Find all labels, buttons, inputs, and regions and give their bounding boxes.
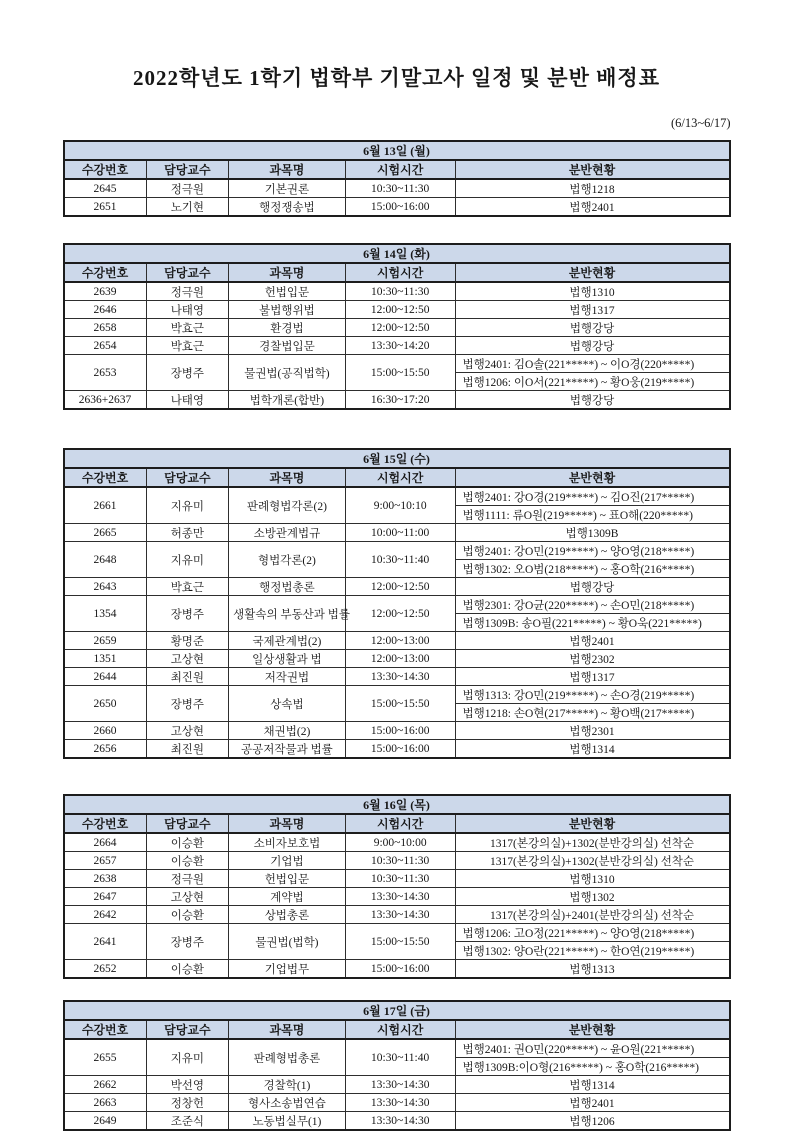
professor-cell: 조준식 xyxy=(146,1112,229,1131)
course-number-cell: 2650 xyxy=(64,686,147,722)
subject-cell: 기본권론 xyxy=(229,179,346,198)
sections-cell: 법행1310 xyxy=(455,282,729,301)
subject-cell: 소비자보호법 xyxy=(229,833,346,852)
exam-day-table-4 xyxy=(63,794,731,979)
professor-cell: 박선영 xyxy=(146,1076,229,1094)
professor-cell: 최진원 xyxy=(146,668,229,686)
sections-cell: 법행강당 xyxy=(455,578,729,596)
column-header-4: 시험시간 xyxy=(345,814,455,833)
exam-time-cell: 13:30~14:30 xyxy=(345,906,455,924)
exam-day-table-5 xyxy=(63,1000,731,1131)
course-number-cell: 2665 xyxy=(64,524,147,542)
professor-cell: 허종만 xyxy=(146,524,229,542)
subject-cell: 국제관계법(2) xyxy=(229,632,346,650)
sections-cell: 법행1206 xyxy=(455,1112,729,1131)
exam-time-cell: 15:00~15:50 xyxy=(345,355,455,391)
sections-cell: 법행강당 xyxy=(455,391,729,410)
professor-cell: 최진원 xyxy=(146,740,229,759)
column-header-3: 과목명 xyxy=(229,1020,346,1039)
column-header-row xyxy=(64,1020,730,1039)
table-row xyxy=(64,906,730,924)
table-row xyxy=(64,686,730,704)
subject-cell: 생활속의 부동산과 법률 xyxy=(229,596,346,632)
exam-time-cell: 15:00~15:50 xyxy=(345,924,455,960)
date-range-label: (6/13~6/17) xyxy=(670,116,731,130)
subject-cell: 상법총론 xyxy=(229,906,346,924)
sections-cell: 법행1206: 고O정(221*****) ~ 양O영(218*****) xyxy=(455,924,729,942)
course-number-cell: 2639 xyxy=(64,282,147,301)
exam-time-cell: 13:30~14:30 xyxy=(345,1094,455,1112)
day-title-cell: 6월 13일 (월) xyxy=(64,141,730,160)
exam-time-cell: 10:00~11:00 xyxy=(345,524,455,542)
column-header-1: 수강번호 xyxy=(64,263,147,282)
exam-time-cell: 15:00~16:00 xyxy=(345,722,455,740)
table-row xyxy=(64,578,730,596)
column-header-5: 분반현황 xyxy=(455,814,729,833)
course-number-cell: 2657 xyxy=(64,852,147,870)
professor-cell: 정극원 xyxy=(146,870,229,888)
course-number-cell: 2664 xyxy=(64,833,147,852)
subject-cell: 기업법무 xyxy=(229,960,346,979)
professor-cell: 박효근 xyxy=(146,578,229,596)
course-number-cell: 2648 xyxy=(64,542,147,578)
professor-cell: 이승환 xyxy=(146,833,229,852)
course-number-cell: 2638 xyxy=(64,870,147,888)
exam-time-cell: 13:30~14:30 xyxy=(345,1112,455,1131)
professor-cell: 이승환 xyxy=(146,852,229,870)
exam-time-cell: 13:30~14:30 xyxy=(345,888,455,906)
table-row xyxy=(64,282,730,301)
exam-time-cell: 10:30~11:40 xyxy=(345,542,455,578)
professor-cell: 이승환 xyxy=(146,960,229,979)
table-row xyxy=(64,542,730,560)
course-number-cell: 2655 xyxy=(64,1039,147,1076)
sections-cell: 1317(본강의실)+1302(분반강의실) 선착순 xyxy=(455,852,729,870)
subject-cell: 물권법(법학) xyxy=(229,924,346,960)
sections-cell: 법행1310 xyxy=(455,870,729,888)
column-header-5: 분반현황 xyxy=(455,1020,729,1039)
exam-time-cell: 10:30~11:30 xyxy=(345,870,455,888)
professor-cell: 장병주 xyxy=(146,924,229,960)
sections-cell: 법행1317 xyxy=(455,668,729,686)
table-row xyxy=(64,833,730,852)
course-number-cell: 2651 xyxy=(64,198,147,217)
course-number-cell: 2645 xyxy=(64,179,147,198)
day-title-cell: 6월 14일 (화) xyxy=(64,244,730,263)
course-number-cell: 2652 xyxy=(64,960,147,979)
professor-cell: 나태영 xyxy=(146,301,229,319)
sections-cell: 법행1206: 이O서(221*****) ~ 황O웅(219*****) xyxy=(455,373,729,391)
course-number-cell: 2662 xyxy=(64,1076,147,1094)
column-header-1: 수강번호 xyxy=(64,160,147,179)
course-number-cell: 1351 xyxy=(64,650,147,668)
table-row xyxy=(64,852,730,870)
sections-cell: 법행2302 xyxy=(455,650,729,668)
subject-cell: 기업법 xyxy=(229,852,346,870)
subject-cell: 헌법입문 xyxy=(229,282,346,301)
sections-cell: 법행2301 xyxy=(455,722,729,740)
exam-time-cell: 10:30~11:40 xyxy=(345,1039,455,1076)
exam-day-table-3 xyxy=(63,448,731,759)
professor-cell: 정극원 xyxy=(146,179,229,198)
subject-cell: 판례형법각론(2) xyxy=(229,487,346,524)
subject-cell: 일상생활과 법 xyxy=(229,650,346,668)
course-number-cell: 2654 xyxy=(64,337,147,355)
sections-cell: 1317(본강의실)+2401(분반강의실) 선착순 xyxy=(455,906,729,924)
course-number-cell: 2643 xyxy=(64,578,147,596)
column-header-row xyxy=(64,263,730,282)
sections-cell: 법행2401 xyxy=(455,198,729,217)
professor-cell: 지유미 xyxy=(146,487,229,524)
subject-cell: 법학개론(합반) xyxy=(229,391,346,410)
column-header-row xyxy=(64,160,730,179)
course-number-cell: 2636+2637 xyxy=(64,391,147,410)
subject-cell: 상속법 xyxy=(229,686,346,722)
professor-cell: 정창헌 xyxy=(146,1094,229,1112)
course-number-cell: 2646 xyxy=(64,301,147,319)
subject-cell: 행정쟁송법 xyxy=(229,198,346,217)
subject-cell: 계약법 xyxy=(229,888,346,906)
sections-cell: 법행1218: 손O현(217*****) ~ 황O백(217*****) xyxy=(455,704,729,722)
sections-cell: 법행2401 xyxy=(455,1094,729,1112)
professor-cell: 장병주 xyxy=(146,355,229,391)
exam-time-cell: 12:00~12:50 xyxy=(345,319,455,337)
table-row xyxy=(64,924,730,942)
sections-cell: 법행1313: 강O민(219*****) ~ 손O경(219*****) xyxy=(455,686,729,704)
exam-time-cell: 10:30~11:30 xyxy=(345,852,455,870)
column-header-2: 담당교수 xyxy=(146,468,229,487)
sections-cell: 법행1302: 오O범(218*****) ~ 홍O학(216*****) xyxy=(455,560,729,578)
exam-time-cell: 9:00~10:00 xyxy=(345,833,455,852)
page-title: 2022학년도 1학기 법학부 기말고사 일정 및 분반 배정표 xyxy=(133,66,660,90)
course-number-cell: 2660 xyxy=(64,722,147,740)
exam-time-cell: 10:30~11:30 xyxy=(345,282,455,301)
subject-cell: 불법행위법 xyxy=(229,301,346,319)
subject-cell: 경찰학(1) xyxy=(229,1076,346,1094)
professor-cell: 박효근 xyxy=(146,337,229,355)
professor-cell: 나태영 xyxy=(146,391,229,410)
sections-cell: 법행강당 xyxy=(455,337,729,355)
day-row xyxy=(64,795,730,814)
professor-cell: 박효근 xyxy=(146,319,229,337)
course-number-cell: 2656 xyxy=(64,740,147,759)
professor-cell: 지유미 xyxy=(146,1039,229,1076)
course-number-cell: 2642 xyxy=(64,906,147,924)
subject-cell: 헌법입문 xyxy=(229,870,346,888)
column-header-4: 시험시간 xyxy=(345,160,455,179)
exam-day-table-2 xyxy=(63,243,731,410)
sections-cell: 법행1314 xyxy=(455,740,729,759)
subject-cell: 행정법총론 xyxy=(229,578,346,596)
column-header-2: 담당교수 xyxy=(146,263,229,282)
professor-cell: 장병주 xyxy=(146,596,229,632)
table-row xyxy=(64,870,730,888)
professor-cell: 황명준 xyxy=(146,632,229,650)
sections-cell: 법행1309B xyxy=(455,524,729,542)
professor-cell: 고상현 xyxy=(146,650,229,668)
subject-cell: 환경법 xyxy=(229,319,346,337)
table-row xyxy=(64,179,730,198)
exam-time-cell: 12:00~12:50 xyxy=(345,596,455,632)
day-row xyxy=(64,141,730,160)
course-number-cell: 2658 xyxy=(64,319,147,337)
table-row xyxy=(64,337,730,355)
subject-cell: 형법각론(2) xyxy=(229,542,346,578)
sections-cell: 법행2401: 강O경(219*****) ~ 김O진(217*****) xyxy=(455,487,729,506)
column-header-3: 과목명 xyxy=(229,263,346,282)
column-header-5: 분반현황 xyxy=(455,468,729,487)
table-row xyxy=(64,1076,730,1094)
exam-time-cell: 12:00~12:50 xyxy=(345,578,455,596)
course-number-cell: 2663 xyxy=(64,1094,147,1112)
course-number-cell: 2641 xyxy=(64,924,147,960)
subject-cell: 저작권법 xyxy=(229,668,346,686)
column-header-1: 수강번호 xyxy=(64,1020,147,1039)
table-row xyxy=(64,487,730,506)
column-header-row xyxy=(64,468,730,487)
column-header-row xyxy=(64,814,730,833)
table-row xyxy=(64,319,730,337)
table-row xyxy=(64,1039,730,1058)
exam-time-cell: 12:00~13:00 xyxy=(345,650,455,668)
column-header-4: 시험시간 xyxy=(345,263,455,282)
table-row xyxy=(64,198,730,217)
exam-time-cell: 13:30~14:30 xyxy=(345,1076,455,1094)
column-header-1: 수강번호 xyxy=(64,814,147,833)
sections-cell: 법행2401: 권O민(220*****) ~ 윤O원(221*****) xyxy=(455,1039,729,1058)
subject-cell: 경찰법입문 xyxy=(229,337,346,355)
exam-time-cell: 9:00~10:10 xyxy=(345,487,455,524)
table-row xyxy=(64,596,730,614)
sections-cell: 1317(본강의실)+1302(분반강의실) 선착순 xyxy=(455,833,729,852)
sections-cell: 법행2401: 강O민(219*****) ~ 양O영(218*****) xyxy=(455,542,729,560)
column-header-3: 과목명 xyxy=(229,814,346,833)
subject-cell: 형사소송법연습 xyxy=(229,1094,346,1112)
sections-cell: 법행1302: 양O란(221*****) ~ 한O연(219*****) xyxy=(455,942,729,960)
column-header-4: 시험시간 xyxy=(345,468,455,487)
column-header-3: 과목명 xyxy=(229,160,346,179)
column-header-5: 분반현황 xyxy=(455,263,729,282)
table-row xyxy=(64,1094,730,1112)
subject-cell: 판례형법총론 xyxy=(229,1039,346,1076)
table-row xyxy=(64,740,730,759)
exam-time-cell: 12:00~13:00 xyxy=(345,632,455,650)
column-header-2: 담당교수 xyxy=(146,160,229,179)
subject-cell: 노동법실무(1) xyxy=(229,1112,346,1131)
subject-cell: 채권법(2) xyxy=(229,722,346,740)
course-number-cell: 2644 xyxy=(64,668,147,686)
column-header-1: 수강번호 xyxy=(64,468,147,487)
professor-cell: 노기현 xyxy=(146,198,229,217)
table-row xyxy=(64,632,730,650)
table-row xyxy=(64,391,730,410)
exam-day-table-1 xyxy=(63,140,731,217)
day-row xyxy=(64,1001,730,1020)
table-row xyxy=(64,1112,730,1131)
exam-time-cell: 15:00~16:00 xyxy=(345,740,455,759)
day-title-cell: 6월 17일 (금) xyxy=(64,1001,730,1020)
course-number-cell: 2653 xyxy=(64,355,147,391)
exam-time-cell: 10:30~11:30 xyxy=(345,179,455,198)
subject-cell: 공공저작물과 법률 xyxy=(229,740,346,759)
sections-cell: 법행1111: 류O원(219*****) ~ 표O해(220*****) xyxy=(455,506,729,524)
sections-cell: 법행강당 xyxy=(455,319,729,337)
course-number-cell: 2647 xyxy=(64,888,147,906)
professor-cell: 고상현 xyxy=(146,888,229,906)
table-row xyxy=(64,960,730,979)
column-header-3: 과목명 xyxy=(229,468,346,487)
course-number-cell: 1354 xyxy=(64,596,147,632)
subject-cell: 물권법(공직법학) xyxy=(229,355,346,391)
table-row xyxy=(64,524,730,542)
day-title-cell: 6월 16일 (목) xyxy=(64,795,730,814)
exam-time-cell: 15:00~16:00 xyxy=(345,960,455,979)
sections-cell: 법행1309B: 송O필(221*****) ~ 황O욱(221*****) xyxy=(455,614,729,632)
sections-cell: 법행1314 xyxy=(455,1076,729,1094)
tables-container xyxy=(0,140,793,1131)
professor-cell: 고상현 xyxy=(146,722,229,740)
column-header-2: 담당교수 xyxy=(146,1020,229,1039)
course-number-cell: 2661 xyxy=(64,487,147,524)
sections-cell: 법행1317 xyxy=(455,301,729,319)
sections-cell: 법행1302 xyxy=(455,888,729,906)
day-row xyxy=(64,449,730,468)
sections-cell: 법행1309B:이O형(216*****) ~ 홍O학(216*****) xyxy=(455,1058,729,1076)
exam-time-cell: 15:00~15:50 xyxy=(345,686,455,722)
sections-cell: 법행2401 xyxy=(455,632,729,650)
course-number-cell: 2649 xyxy=(64,1112,147,1131)
column-header-4: 시험시간 xyxy=(345,1020,455,1039)
professor-cell: 장병주 xyxy=(146,686,229,722)
exam-time-cell: 16:30~17:20 xyxy=(345,391,455,410)
table-row xyxy=(64,355,730,373)
professor-cell: 이승환 xyxy=(146,906,229,924)
exam-time-cell: 15:00~16:00 xyxy=(345,198,455,217)
day-title-cell: 6월 15일 (수) xyxy=(64,449,730,468)
table-row xyxy=(64,650,730,668)
subject-cell: 소방관계법규 xyxy=(229,524,346,542)
table-row xyxy=(64,668,730,686)
table-row xyxy=(64,722,730,740)
exam-time-cell: 13:30~14:30 xyxy=(345,668,455,686)
exam-time-cell: 12:00~12:50 xyxy=(345,301,455,319)
sections-cell: 법행2301: 강O균(220*****) ~ 손O민(218*****) xyxy=(455,596,729,614)
professor-cell: 지유미 xyxy=(146,542,229,578)
sections-cell: 법행1313 xyxy=(455,960,729,979)
column-header-5: 분반현황 xyxy=(455,160,729,179)
table-row xyxy=(64,888,730,906)
column-header-2: 담당교수 xyxy=(146,814,229,833)
exam-time-cell: 13:30~14:20 xyxy=(345,337,455,355)
course-number-cell: 2659 xyxy=(64,632,147,650)
sections-cell: 법행2401: 김O솔(221*****) ~ 이O경(220*****) xyxy=(455,355,729,373)
professor-cell: 정극원 xyxy=(146,282,229,301)
table-row xyxy=(64,301,730,319)
day-row xyxy=(64,244,730,263)
sections-cell: 법행1218 xyxy=(455,179,729,198)
